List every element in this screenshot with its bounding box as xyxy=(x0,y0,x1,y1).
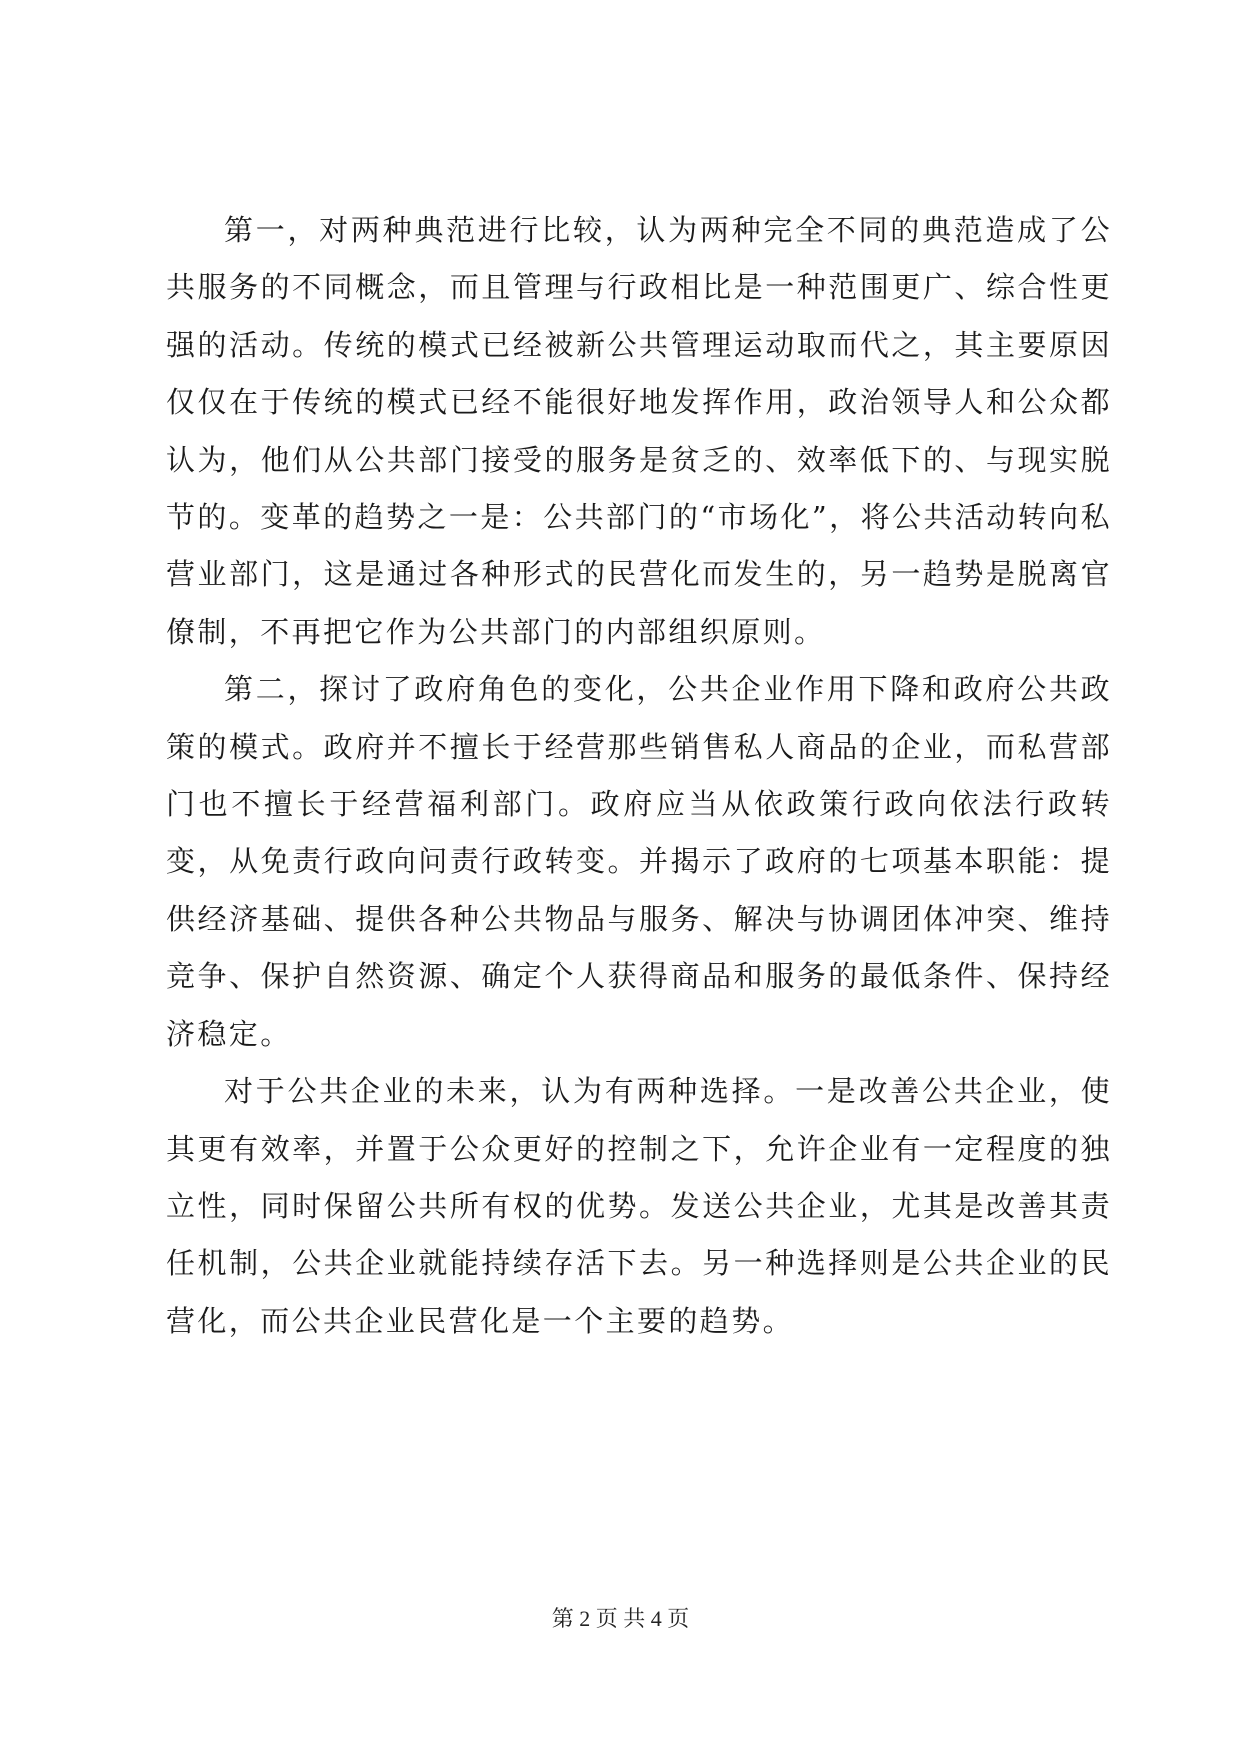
paragraph-2: 第二，探讨了政府角色的变化，公共企业作用下降和政府公共政策的模式。政府并不擅长于经营那些销售私人商品的企业，而私营部门也不擅长于经营福利部门。政府应当从依政策行政向依法行政转变，从免责行政向问责行政转变。并揭示了政府的七项基本职能：提供经济基础、提供各种公共物品与服务、解决与协调团体冲突、维持竞争、保护自然资源、确定个人获得商品和服务的最低条件、保持经济稳定。 xyxy=(166,672,1112,1051)
body-text xyxy=(166,202,1112,1350)
paragraph-3: 对于公共企业的未来，认为有两种选择。一是改善公共企业，使其更有效率，并置于公众更好的控制之下，允许企业有一定程度的独立性，同时保留公共所有权的优势。发送公共企业，尤其是改善其责任机制，公共企业就能持续存活下去。另一种选择则是公共企业的民营化，而公共企业民营化是一个主要的趋势。 xyxy=(166,1074,1112,1338)
page-number-footer: 第 2 页 共 4 页 xyxy=(551,1606,690,1631)
paragraph-1: 第一，对两种典范进行比较，认为两种完全不同的典范造成了公共服务的不同概念，而且管理与行政相比是一种范围更广、综合性更强的活动。传统的模式已经被新公共管理运动取而代之，其主要原因仅仅在于传统的模式已经不能很好地发挥作用，政治领导人和公众都认为，他们从公共部门接受的服务是贫乏的、效率低下的、与现实脱节的。变革的趋势之一是：公共部门的“市场化”，将公共活动转向私营业部门，这是通过各种形式的民营化而发生的，另一趋势是脱离官僚制，不再把它作为公共部门的内部组织原则。 xyxy=(166,213,1112,649)
